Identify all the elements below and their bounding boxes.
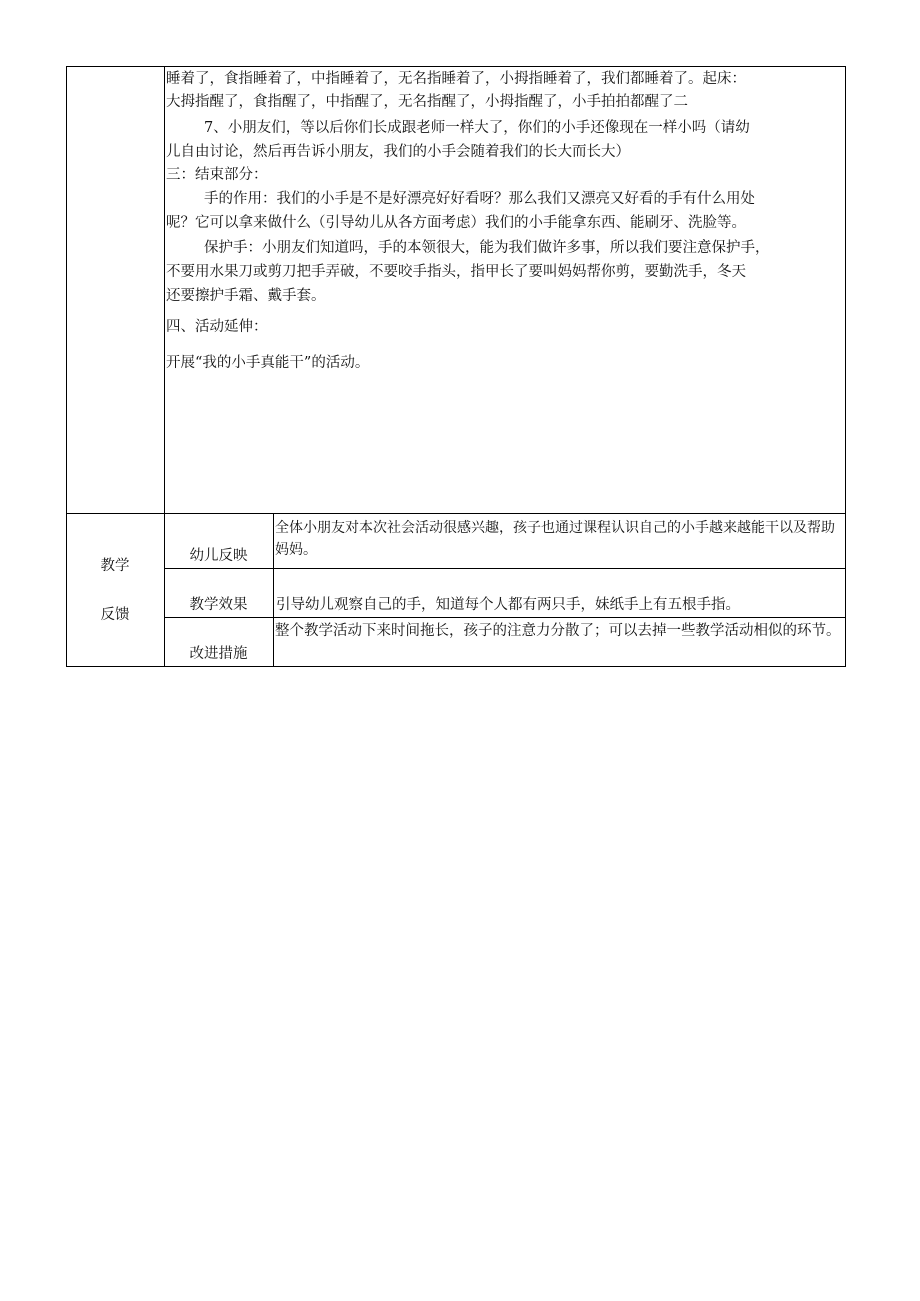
feedback-row-text: 全体小朋友对本次社会活动很感兴趣，孩子也通过课程认识自己的小手越来越能干以及帮助妈妈。 <box>275 520 835 558</box>
feedback-row-label: 幼儿反映 <box>189 548 248 564</box>
table-bottom-border <box>66 666 846 667</box>
content-line: 儿自由讨论，然后再告诉小朋友，我们的小手会随着我们的长大而长大） <box>166 144 630 160</box>
upper-cell-bottom-border <box>66 513 846 514</box>
feedback-label-column-border <box>273 513 274 667</box>
content-line: 大拇指醒了，食指醒了，中指醒了，无名指醒了，小拇指醒了，小手拍拍都醒了二 <box>166 94 688 110</box>
feedback-row-text: 引导幼儿观察自己的手，知道每个人都有两只手，妹纸手上有五根手指。 <box>276 597 740 613</box>
content-line: 保护手：小朋友们知道吗，手的本领很大，能为我们做许多事，所以我们要注意保护手， <box>204 240 770 256</box>
feedback-row-label: 教学效果 <box>189 597 248 613</box>
label-column-border <box>164 66 165 667</box>
content-line: 呢？它可以拿来做什么（引导幼儿从各方面考虑）我们的小手能拿东西、能刷牙、洗脸等。 <box>166 215 746 231</box>
feedback-row-label: 改进措施 <box>189 646 248 662</box>
section-heading: 三：结束部分： <box>166 167 268 183</box>
feedback-section-label: 反馈 <box>100 607 130 623</box>
content-line: 7、小朋友们，等以后你们长成跟老师一样大了，你们的小手还像现在一样小吗（请幼 <box>204 120 750 136</box>
content-line: 开展“我的小手真能干”的活动。 <box>166 355 370 371</box>
feedback-row2-bottom-border <box>164 617 846 618</box>
content-line: 手的作用：我们的小手是不是好漂亮好好看呀？那么我们又漂亮又好看的手有什么用处 <box>204 191 755 207</box>
feedback-row-text: 整个教学活动下来时间拖长，孩子的注意力分散了；可以去掉一些教学活动相似的环节。 <box>275 623 841 639</box>
content-line: 睡着了，食指睡着了，中指睡着了，无名指睡着了，小拇指睡着了，我们都睡着了。起床： <box>166 71 746 87</box>
table-right-border <box>845 66 846 667</box>
content-line: 不要用水果刀或剪刀把手弄破，不要咬手指头，指甲长了要叫妈妈帮你剪，要勤洗手，冬天 <box>166 264 746 280</box>
content-line: 还要擦护手霜、戴手套。 <box>166 288 326 304</box>
feedback-row1-bottom-border <box>164 568 846 569</box>
feedback-section-label: 教学 <box>100 558 130 574</box>
table-top-border <box>66 66 846 67</box>
section-heading: 四、活动延伸： <box>166 319 268 335</box>
